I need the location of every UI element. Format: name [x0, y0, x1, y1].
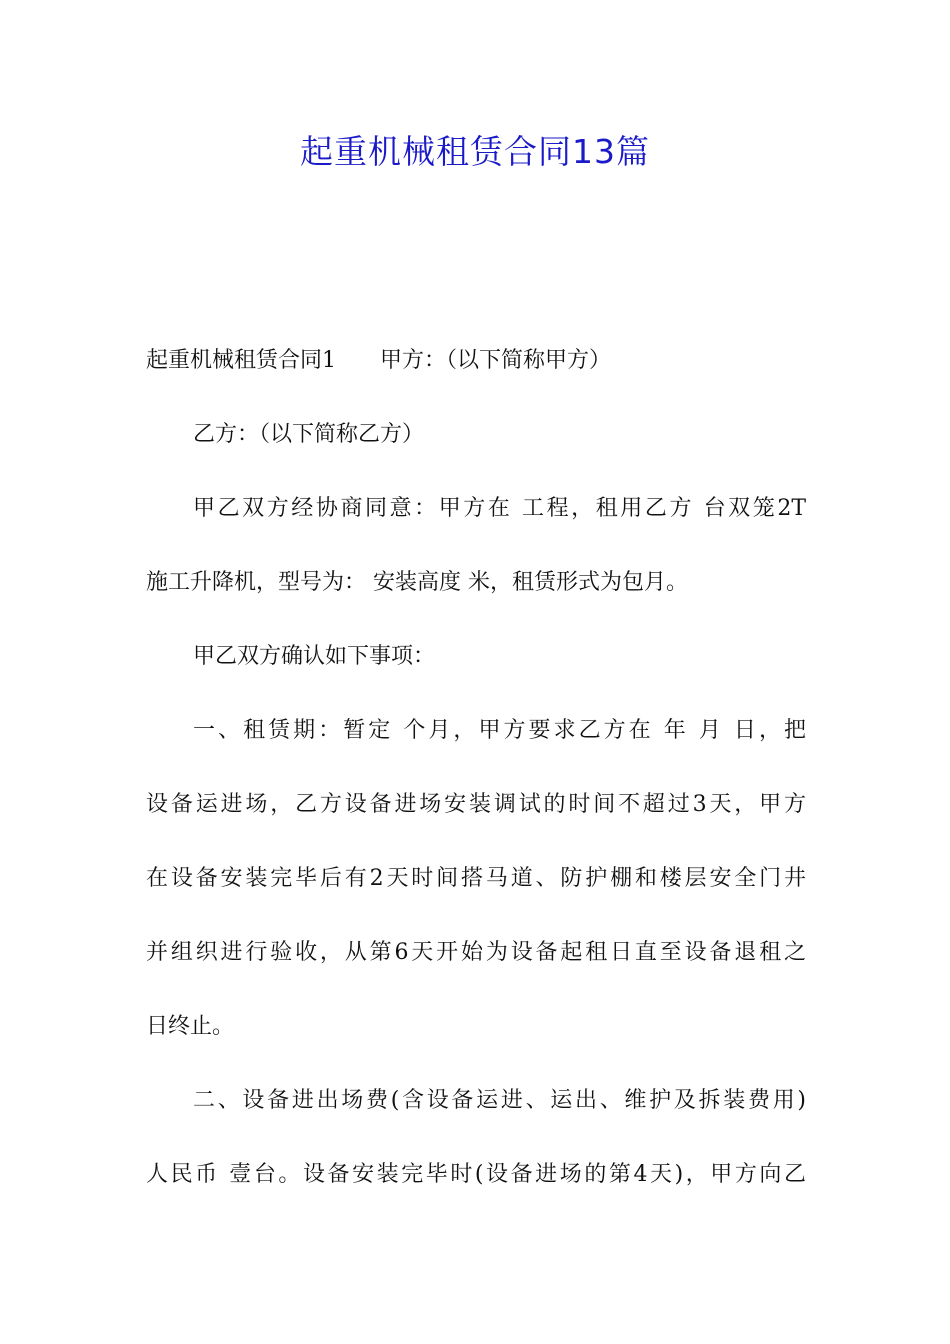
paragraph-line: 并组织进行验收，从第6天开始为设备起租日直至设备退租之	[146, 940, 806, 965]
paragraph-line: 二、设备进出场费(含设备运进、运出、维护及拆装费用)	[193, 1088, 806, 1113]
paragraph-line: 日终止。	[146, 1014, 235, 1039]
paragraph-line: 设备运进场，乙方设备进场安装调试的时间不超过3天，甲方	[146, 792, 806, 817]
paragraph-line: 甲乙双方经协商同意：甲方在 工程，租用乙方 台双笼2T	[193, 496, 806, 521]
paragraph-line: 在设备安装完毕后有2天时间搭马道、防护棚和楼层安全门井	[146, 866, 806, 891]
document-body	[146, 338, 806, 1226]
paragraph-line: 乙方：（以下简称乙方）	[193, 422, 425, 447]
paragraph-line: 人民币 壹台。设备安装完毕时(设备进场的第4天)，甲方向乙	[146, 1162, 806, 1187]
document-title: 起重机械租赁合同13篇	[300, 132, 650, 171]
paragraph-line: 一、租赁期：暂定 个月，甲方要求乙方在 年 月 日，把	[193, 718, 806, 743]
paragraph-line: 甲乙双方确认如下事项：	[193, 644, 436, 669]
paragraph-line: 起重机械租赁合同1 甲方：（以下简称甲方）	[146, 348, 611, 373]
paragraph-line: 施工升降机，型号为： 安装高度 米，租赁形式为包月。	[146, 570, 688, 595]
